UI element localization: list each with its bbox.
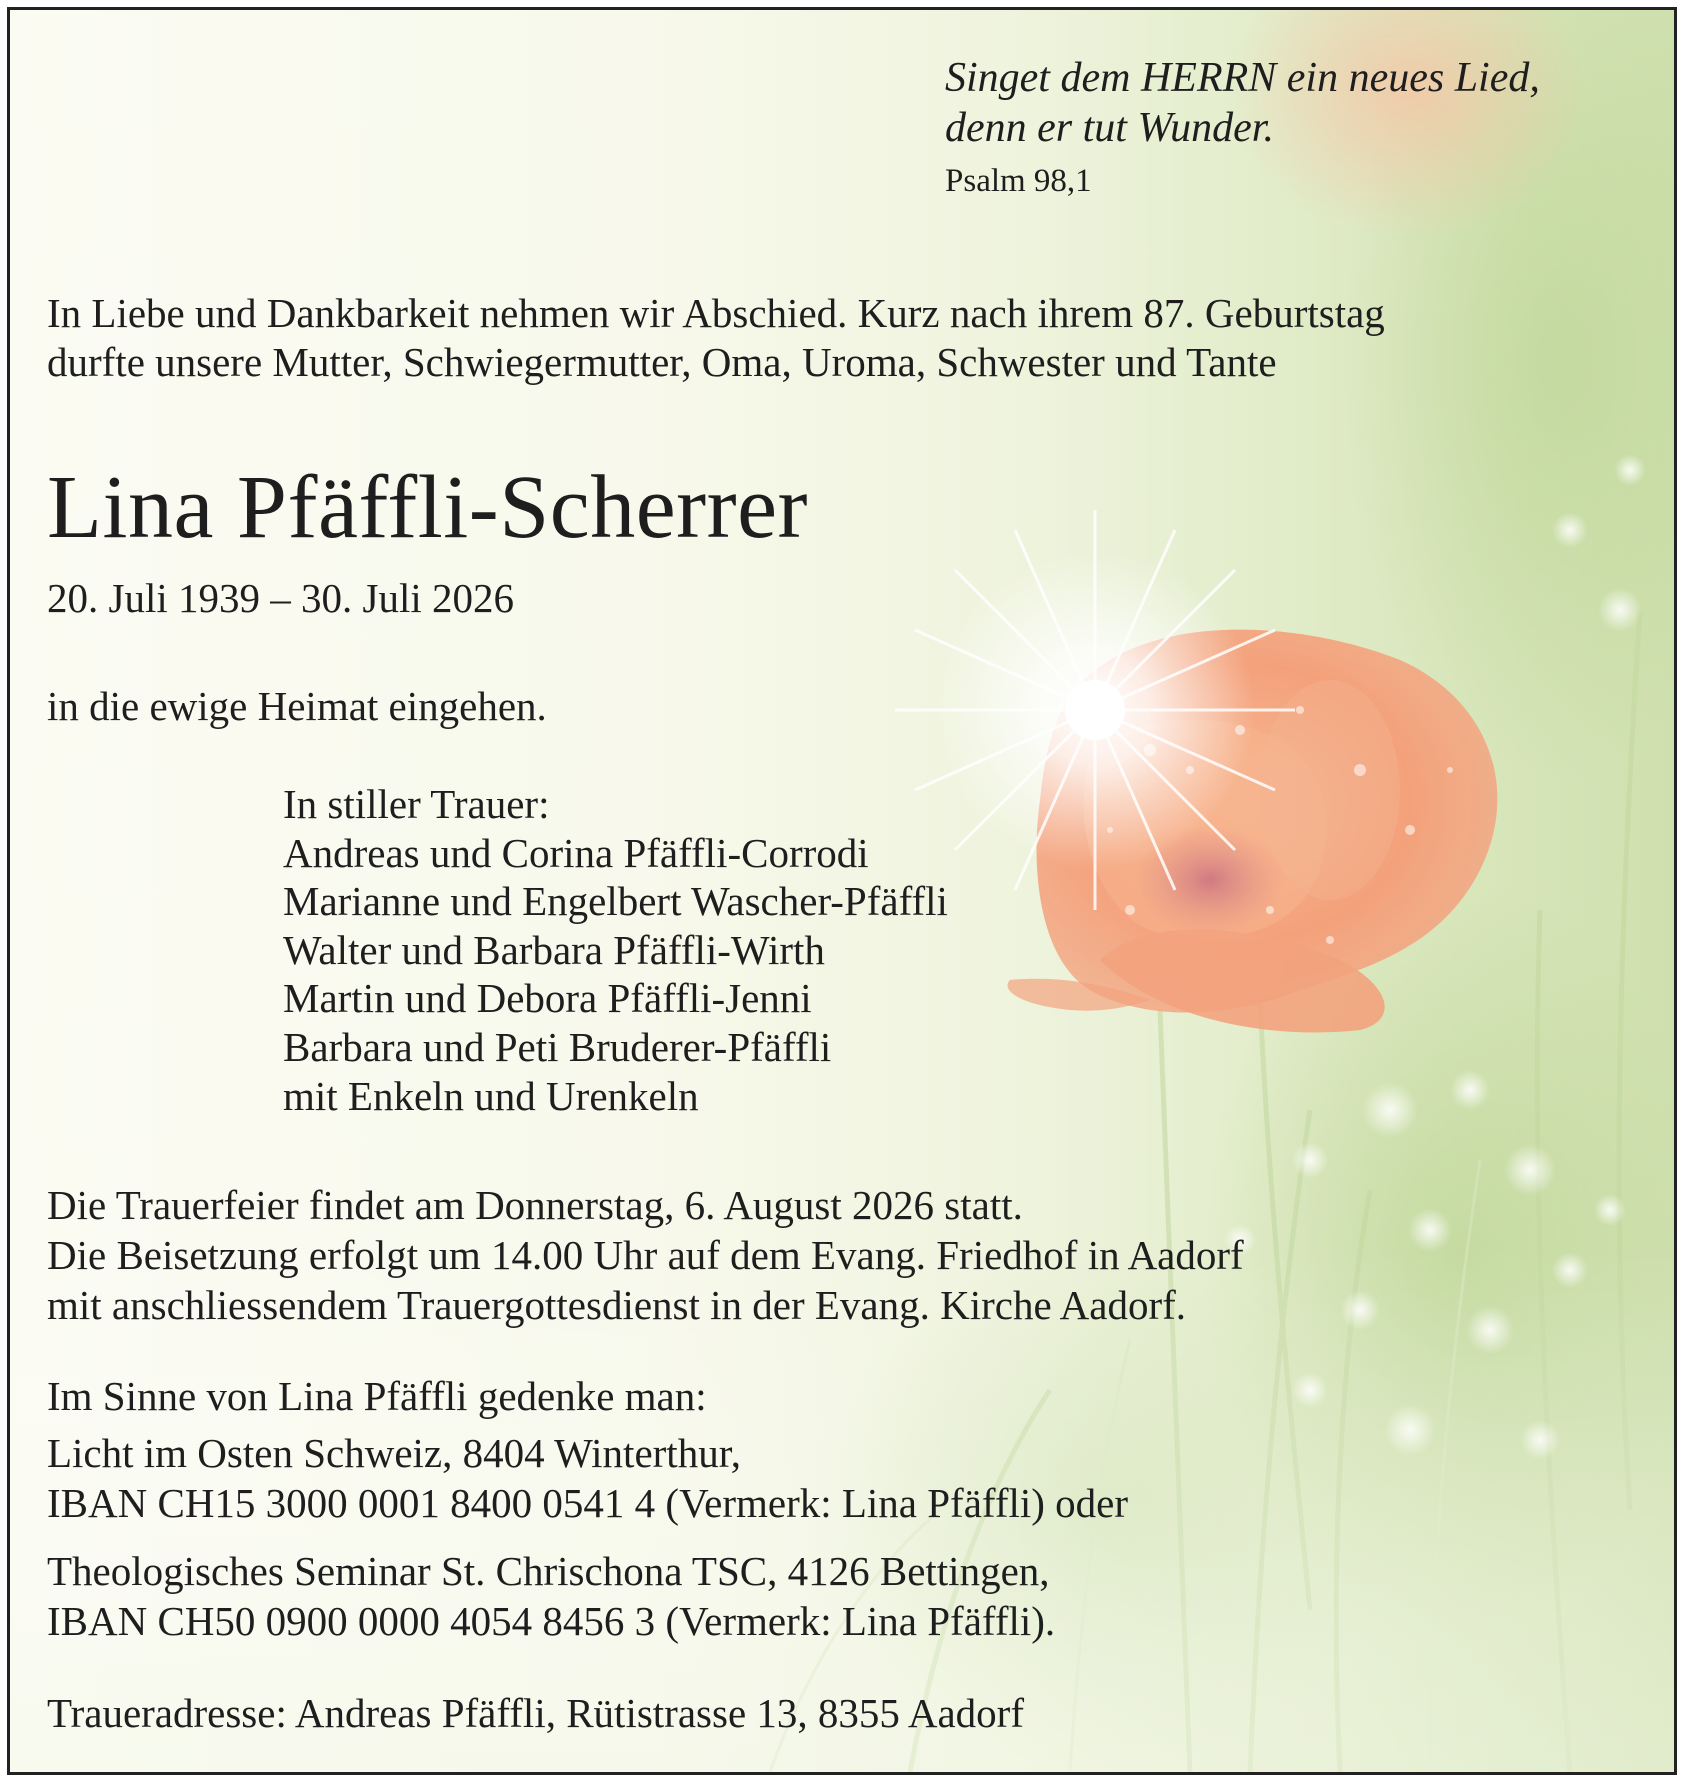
mourner-name: Martin und Debora Pfäffli-Jenni xyxy=(283,975,812,1022)
mourners-block xyxy=(283,780,948,1120)
donation-intro: Im Sinne von Lina Pfäffli gedenke man: xyxy=(47,1373,707,1419)
psalm-quote-line-1: Singet dem HERRN ein neues Lied, xyxy=(945,55,1540,101)
mourner-name: Walter und Barbara Pfäffli-Wirth xyxy=(283,926,825,973)
passing-text: in die ewige Heimat eingehen. xyxy=(47,683,547,729)
deceased-name: Lina Pfäffli-Scherrer xyxy=(47,458,808,557)
donation-org2-line-1: Theologisches Seminar St. Chrischona TSC, 4126 Bettingen, xyxy=(47,1548,1050,1594)
mourner-name: Marianne und Engelbert Wascher-Pfäffli xyxy=(283,878,948,925)
ceremony-line-2: Die Beisetzung erfolgt um 14.00 Uhr auf dem Evang. Friedhof in Aadorf xyxy=(47,1232,1244,1278)
psalm-quote-line-2: denn er tut Wunder. xyxy=(945,105,1274,151)
mourners-heading: In stiller Trauer: xyxy=(283,781,550,827)
mourner-name: Andreas und Corina Pfäffli-Corrodi xyxy=(283,829,869,876)
ceremony-line-1: Die Trauerfeier findet am Donnerstag, 6. August 2026 statt. xyxy=(47,1182,1023,1228)
obituary-notice xyxy=(7,7,1677,1775)
ceremony-line-3: mit anschliessendem Trauergottesdienst in der Evang. Kirche Aadorf. xyxy=(47,1282,1187,1328)
mourner-name: Barbara und Peti Bruderer-Pfäffli xyxy=(283,1023,832,1070)
donation-org2-iban: IBAN CH50 0900 0000 4054 8456 3 (Vermerk: Lina Pfäffli). xyxy=(47,1598,1056,1644)
mourner-name: mit Enkeln und Urenkeln xyxy=(283,1072,699,1119)
intro-line-2: durfte unsere Mutter, Schwiegermutter, Oma, Uroma, Schwester und Tante xyxy=(47,339,1277,385)
donation-org1-iban: IBAN CH15 3000 0001 8400 0541 4 (Vermerk: Lina Pfäffli) oder xyxy=(47,1480,1129,1526)
psalm-reference: Psalm 98,1 xyxy=(945,163,1092,199)
life-dates: 20. Juli 1939 – 30. Juli 2026 xyxy=(47,575,514,621)
mourning-address: Traueradresse: Andreas Pfäffli, Rütistrasse 13, 8355 Aadorf xyxy=(47,1690,1024,1736)
intro-line-1: In Liebe und Dankbarkeit nehmen wir Abschied. Kurz nach ihrem 87. Geburtstag xyxy=(47,290,1385,336)
donation-org1-line-1: Licht im Osten Schweiz, 8404 Winterthur, xyxy=(47,1430,741,1476)
